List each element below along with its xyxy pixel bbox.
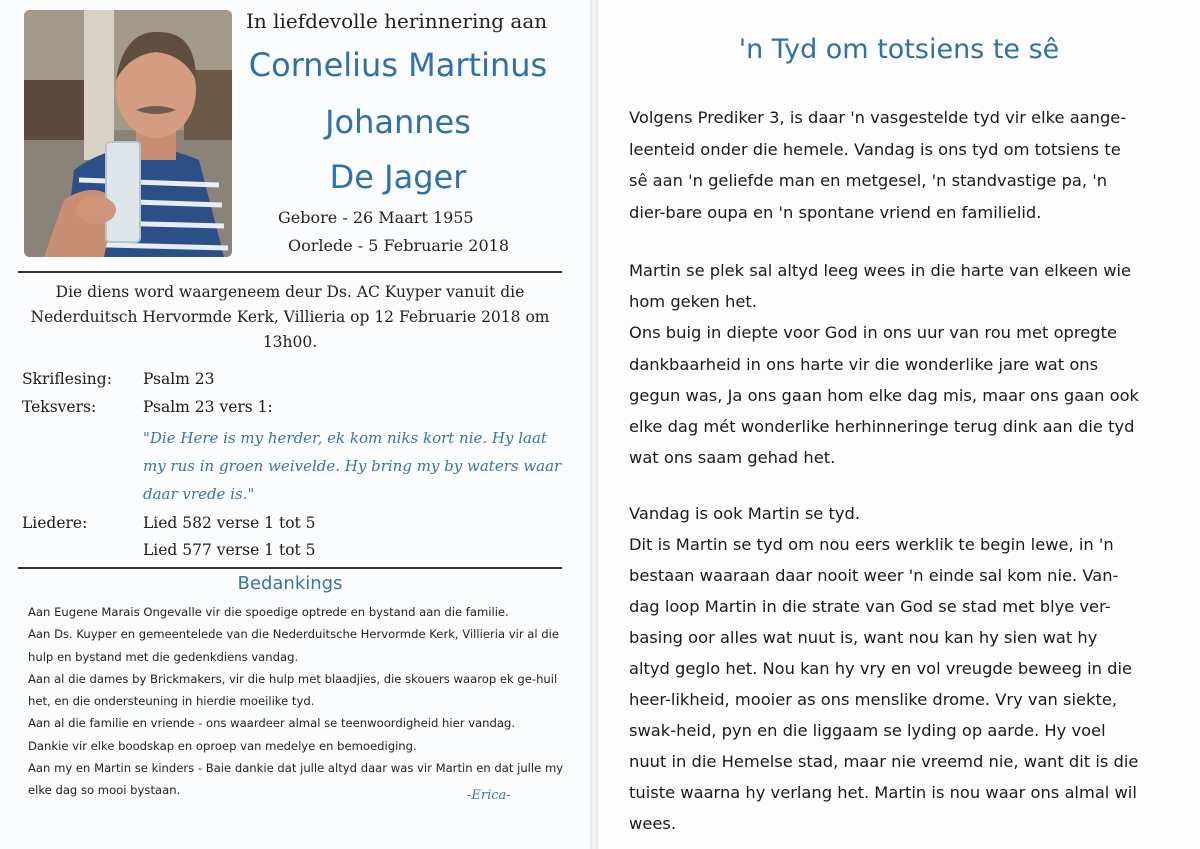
paragraph-2a-text: Martin se plek sal altyd leeg wees in die harte van elkeen wie hom geken het.: [629, 261, 1132, 312]
paragraph-2b-text: Ons buig in diepte voor God in ons uur van rou met opregte dankbaarheid in ons harte vir die wonderlike jare wat ons gegun was, Ja ons gaan hom elke dag mis, maar ons gaan ook elke dag mét wonderlike herhinneringe terug dink aan die tyd wat ons saam gehad het.: [629, 323, 1139, 468]
portrait-photo: [24, 10, 232, 257]
thanks-item: Aan my en Martin se kinders - Baie dankie dat julle altyd daar was vir Martin en dat julle my elke dag so mooi bystaan.: [28, 761, 564, 798]
scripture-label: Skriflesing:: [22, 370, 112, 388]
paragraph-3: [629, 498, 1143, 839]
thanks-title: Bedankings: [237, 573, 343, 594]
paragraph-1: [629, 102, 1143, 229]
name-line-1: Cornelius Martinus: [248, 46, 548, 84]
intro-text: In liefdevolle herinnering aan: [246, 9, 548, 33]
paragraph-1-text: Volgens Prediker 3, is daar 'n vasgestelde tyd vir elke aange-leenteid onder die hemele. Vandag is ons tyd om totsiens te sê aan 'n geliefde man en metgesel, 'n standvastige pa, 'n dier-bare oupa en 'n spontane vriend en familielid.: [629, 108, 1127, 223]
thanks-item: Aan Eugene Marais Ongevalle vir die spoedige optrede en bystand aan die familie.: [28, 605, 509, 619]
death-date: Oorlede - 5 Februarie 2018: [288, 236, 510, 255]
portrait-illustration: [24, 10, 232, 257]
thanks-item: Dankie vir elke boodskap en oproep van medelye en bemoediging.: [28, 738, 417, 753]
song-1: Lied 582 verse 1 tot 5: [143, 514, 316, 532]
thanks-item: Aan Ds. Kuyper en gemeentelede van die Nederduitsche Hervormde Kerk, Villieria vir al die hulp en bystand met die gedenkdiens vandag.: [28, 627, 560, 664]
divider-bottom: [18, 567, 562, 569]
paragraph-2: [629, 255, 1143, 473]
thanks-item: Aan al die familie en vriende - ons waardeer almal se teenwoordigheid hier vandag.: [28, 716, 516, 731]
thanks-list: [28, 601, 564, 802]
name-line-2: Johannes: [325, 103, 471, 141]
verse-value: Psalm 23 vers 1:: [143, 398, 273, 416]
songs-label: Liedere:: [22, 514, 88, 532]
paragraph-3b-text: Dit is Martin se tyd om nou eers werklik te begin lewe, in 'n bestaan waaraan daar nooit weer 'n einde sal kom nie. Van-dag loop Martin in die strate van God se stad met blye ver-basing oor alles wat nuut is, want nou kan hy sien wat hy altyd geglo het. Nou kan hy vry en vol vreugde beweeg in die heer-likheid, mooier as ons menslike drome. Vry van siekte, swak-heid, pyn en die liggaam se lyding op aarde. Hy voel nuut in die Hemelse stad, maar nie vreemd nie, want dit is die tuiste waarna hy verlang het. Martin is nou waar ons almal wil wees.: [629, 535, 1139, 833]
verse-quote: "Die Here is my herder, ek kom niks kort nie. Hy laat my rus in groen weivelde. Hy bring my by waters waar daar vrede is.": [143, 429, 562, 503]
song-2: Lied 577 verse 1 tot 5: [143, 541, 316, 559]
right-title: 'n Tyd om totsiens te sê: [738, 34, 1060, 65]
name-line-3: De Jager: [329, 158, 467, 196]
scripture-value: Psalm 23: [143, 370, 215, 388]
page-fold: [590, 0, 598, 849]
paragraph-3a-text: Vandag is ook Martin se tyd.: [629, 504, 861, 523]
divider-top: [18, 271, 562, 273]
signature: -Erica-: [467, 788, 511, 803]
service-details: Die diens word waargeneem deur Ds. AC Kuyper vanuit die Nederduitsch Hervormde Kerk, Villieria op 12 Februarie 2018 om 13h00.: [30, 283, 550, 351]
thanks-item: Aan al die dames by Brickmakers, vir die hulp met blaadjies, die skouers waarop ek ge-huil het, en die ondersteuning in hierdie moeilike tyd.: [28, 671, 558, 709]
birth-date: Gebore - 26 Maart 1955: [278, 208, 474, 227]
verse-label: Teksvers:: [22, 398, 97, 416]
